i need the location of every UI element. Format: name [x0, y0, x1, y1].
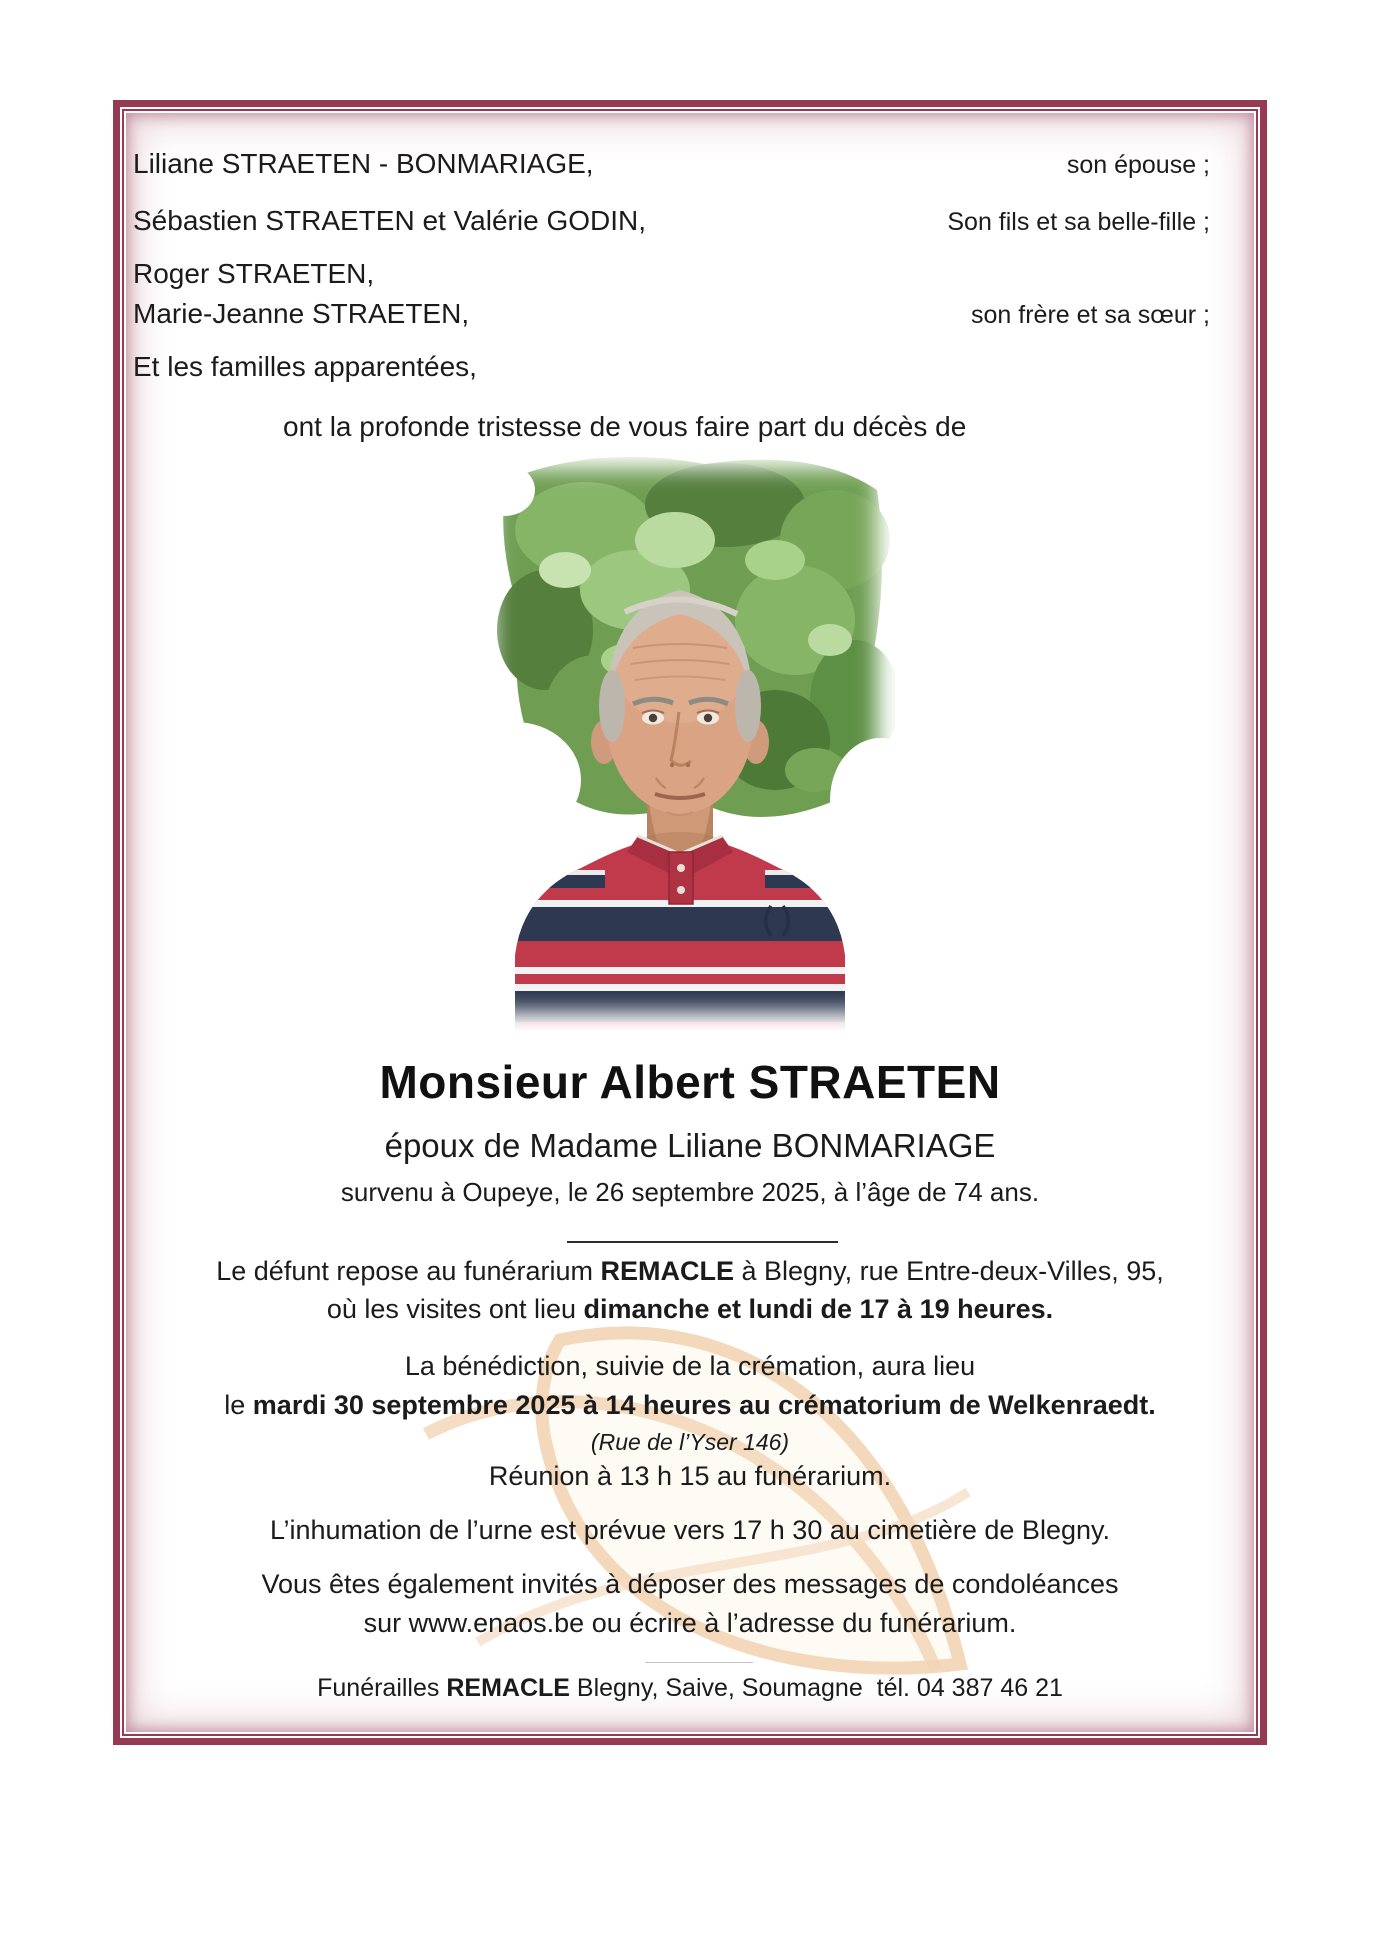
- family-member-name: Roger STRAETEN,: [133, 258, 375, 289]
- footer-suffix: Blegny, Saive, Soumagne tél. 04 387 46 21: [569, 1674, 1063, 1702]
- family-member-relation: son épouse ;: [1066, 151, 1210, 179]
- inhumation-line: L’inhumation de l’urne est prévue vers 17 h 30 au cimetière de Blegny.: [269, 1515, 1110, 1545]
- funeral-home-name: REMACLE: [600, 1256, 734, 1286]
- benediction-line2: [113, 1390, 1267, 1421]
- family-row: [133, 351, 1210, 383]
- repose-suffix: à Blegny, rue Entre-deux-Villes, 95,: [734, 1256, 1164, 1286]
- benediction-prefix: le: [224, 1390, 253, 1420]
- footer-line: [113, 1674, 1267, 1703]
- family-member-name: Liliane STRAETEN - BONMARIAGE,: [133, 148, 594, 179]
- section-divider: [567, 1241, 838, 1243]
- family-row: [133, 148, 1210, 180]
- visits-schedule: dimanche et lundi de 17 à 19 heures.: [583, 1294, 1054, 1324]
- cremation-datetime: mardi 30 septembre 2025 à 14 heures au crématorium de Welkenraedt.: [252, 1390, 1156, 1420]
- footer-prefix: Funérailles: [317, 1674, 447, 1702]
- footer-divider: [645, 1662, 753, 1663]
- related-families-line: Et les familles apparentées,: [133, 351, 477, 382]
- announcement-line: ont la profonde tristesse de vous faire part du décès de: [283, 411, 967, 442]
- reunion-line: Réunion à 13 h 15 au funérarium.: [488, 1461, 892, 1491]
- family-member-name: Marie-Jeanne STRAETEN,: [133, 298, 470, 329]
- benediction-line1: La bénédiction, suivie de la crémation, aura lieu: [404, 1351, 976, 1381]
- visits-prefix: où les visites ont lieu: [326, 1294, 584, 1324]
- condolences-line1: Vous êtes également invités à déposer des messages de condoléances: [261, 1569, 1119, 1599]
- family-row: [133, 205, 1210, 237]
- crematorium-address: (Rue de l’Yser 146): [590, 1429, 790, 1455]
- family-member-relation: Son fils et sa belle-fille ;: [947, 208, 1210, 236]
- repose-line: [113, 1256, 1267, 1287]
- family-row: [133, 258, 1210, 290]
- family-member-name: Sébastien STRAETEN et Valérie GODIN,: [133, 205, 646, 236]
- spouse-line: époux de Madame Liliane BONMARIAGE: [384, 1127, 996, 1164]
- family-member-relation: son frère et sa sœur ;: [971, 301, 1210, 329]
- repose-prefix: Le défunt repose au funérarium: [216, 1256, 601, 1286]
- death-details-line: survenu à Oupeye, le 26 septembre 2025, à l’âge de 74 ans.: [340, 1177, 1040, 1207]
- footer-funeral-home-name: REMACLE: [446, 1674, 570, 1702]
- condolences-line2: sur www.enaos.be ou écrire à l’adresse du funérarium.: [363, 1608, 1017, 1638]
- family-row: [133, 298, 1210, 330]
- deceased-name-title: Monsieur Albert STRAETEN: [379, 1056, 1001, 1108]
- visits-line: [113, 1294, 1267, 1325]
- portrait-photo: [475, 450, 895, 1030]
